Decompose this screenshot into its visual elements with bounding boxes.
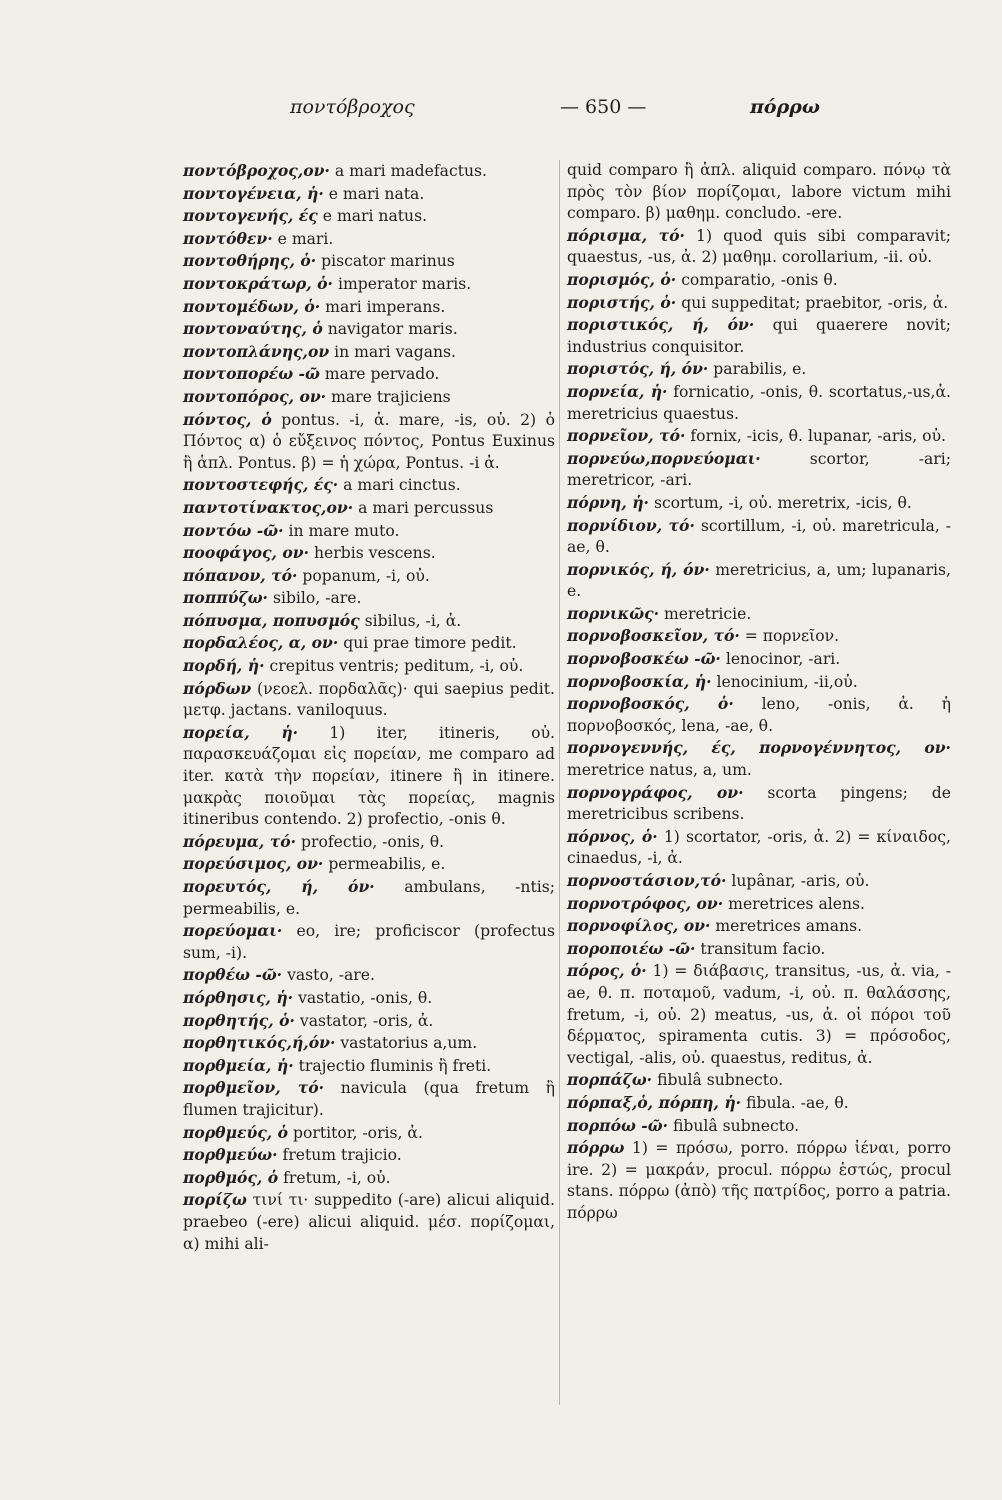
dictionary-entry [183, 565, 555, 588]
entry-definition: fornicatio, -onis, θ. scortatus,-us,ἀ. meretricius quaestus. [567, 382, 951, 423]
dictionary-entry [183, 1010, 555, 1033]
dictionary-entry [567, 292, 951, 315]
dictionary-entry [183, 722, 555, 831]
entry-headword: πόρνη, ἡ· [567, 492, 649, 512]
dictionary-entry [567, 314, 951, 358]
entry-headword: πορεύομαι· [183, 921, 283, 941]
entry-definition: meretrices amans. [715, 917, 863, 936]
dictionary-entry [183, 363, 555, 386]
dictionary-entry [567, 1115, 951, 1138]
entry-headword: πορνίδιον, τό· [567, 515, 695, 535]
entry-definition: mare pervado. [324, 365, 440, 384]
entry-definition: eo, ire; proficiscor (profectus sum, -i). [183, 922, 555, 962]
entry-definition: comparatio, -onis θ. [681, 270, 838, 289]
entry-definition: vastatorius a,um. [340, 1034, 478, 1053]
dictionary-entry [183, 296, 555, 319]
entry-definition: trajectio fluminis ἢ freti. [298, 1056, 492, 1075]
dictionary-entry [183, 678, 555, 722]
entry-headword: πόρθησις, ἡ· [183, 987, 294, 1007]
entry-headword: ποριστικός, ή, όν· [567, 315, 755, 335]
entry-headword: ποντοπόρος, ον· [183, 386, 327, 406]
entry-headword: ποντοθήρης, ὁ· [183, 251, 317, 271]
entry-headword: πορνοβοσκέω -ῶ· [567, 649, 721, 669]
entry-headword: πορεία, ἡ· [183, 722, 299, 742]
entry-headword: πόρδων [183, 678, 252, 698]
entry-headword: πόπανον, τό· [183, 565, 298, 585]
entry-headword: ποντοπλάνης,ον [183, 341, 330, 361]
entry-definition: mari imperans. [325, 297, 446, 316]
entry-headword: πορνοφίλος, ον· [567, 916, 711, 936]
entry-definition: vasto, -are. [287, 966, 375, 985]
dictionary-entry [567, 938, 951, 961]
dictionary-entry [567, 515, 951, 559]
dictionary-entry [183, 1189, 555, 1255]
entry-definition: meretricie. [663, 604, 752, 623]
dictionary-entry [183, 497, 555, 520]
entry-headword: ποππύζω· [183, 588, 268, 608]
dictionary-entry [567, 893, 951, 916]
entry-definition: fibulâ subnecto. [657, 1071, 784, 1090]
entry-definition: scortillum, -i, οὐ. maretricula, -ae, θ. [567, 516, 951, 557]
entry-definition: imperator maris. [337, 274, 472, 293]
dictionary-entry [183, 542, 555, 565]
entry-definition: fornix, -icis, θ. lupanar, -aris, οὐ. [690, 427, 947, 446]
entry-headword: πόπυσμα, ποπυσμός [183, 610, 360, 630]
dictionary-entry [183, 920, 555, 964]
entry-headword: ποντοστεφής, ές· [183, 475, 339, 495]
entry-definition: fibulâ subnecto. [673, 1116, 800, 1135]
dictionary-entry [183, 587, 555, 610]
entry-definition: fretum trajicio. [282, 1146, 402, 1165]
entry-definition: scorta pingens; de meretricibus scribens. [567, 783, 951, 824]
dictionary-entry [183, 409, 555, 475]
dictionary-entry [183, 1032, 555, 1055]
entry-definition: sibilus, -i, ἀ. [364, 611, 462, 630]
entry-definition: meretrices alens. [728, 894, 865, 913]
dictionary-entry [183, 250, 555, 273]
dictionary-entry [567, 737, 951, 781]
entry-definition: a mari madefactus. [334, 162, 487, 180]
entry-definition: vastator, -oris, ἀ. [299, 1011, 434, 1030]
entry-definition: quid comparo ἢ ἁπλ. aliquid comparo. πόνῳ τὰ πρὸς τὸν βίον πορίζομαι, labore victum mihi comparo. β) μαθημ. concludo. -ere. [567, 161, 951, 223]
entry-headword: ποντόβροχος,ον· [183, 161, 330, 180]
entry-headword: ποντοναύτης, ὁ [183, 319, 323, 339]
entry-headword: πορδή, ἡ· [183, 656, 265, 676]
entry-headword: πορνοβοσκός, ὁ· [567, 694, 734, 714]
entry-definition: parabilis, e. [713, 360, 807, 379]
entry-headword: πόρος, ὁ· [567, 961, 647, 981]
entry-definition: 1) scortator, -oris, ἀ. 2) = κίναιδος, cinaedus, -i, ἀ. [567, 827, 951, 868]
entry-headword: πορθέω -ῶ· [183, 965, 283, 985]
entry-headword: πορθμεύς, ὁ [183, 1122, 289, 1142]
entry-definition: e mari nata. [328, 184, 425, 203]
entry-definition: a mari cinctus. [343, 476, 461, 495]
entry-headword: πορνοβοσκία, ἡ· [567, 671, 712, 691]
dictionary-entry [183, 228, 555, 251]
entry-definition: navicula (qua fretum ἢ flumen trajicitur). [183, 1079, 555, 1119]
dictionary-entry [183, 205, 555, 228]
entry-definition: 1) quod quis sibi comparavit; quaestus, -us, ἀ. 2) μαθημ. corollarium, -ii. οὐ. [567, 226, 951, 267]
entry-definition: navigator maris. [327, 320, 458, 339]
entry-definition: profectio, -onis, θ. [301, 832, 445, 851]
entry-headword: ποντογένεια, ἡ· [183, 183, 324, 203]
entry-definition: lupânar, -aris, οὐ. [731, 872, 870, 890]
dictionary-entry [567, 782, 951, 826]
entry-headword: πορθμεία, ἡ· [183, 1055, 294, 1075]
entry-headword: παντοτίνακτος,ον· [183, 497, 354, 517]
dictionary-entry [183, 341, 555, 364]
entry-headword: ποντογενής, ές [183, 206, 318, 226]
entry-definition: a mari percussus [358, 498, 494, 517]
entry-definition: scortor, -ari; meretricor, -ari. [567, 449, 951, 490]
entry-headword: πόρρω [567, 1138, 625, 1158]
dictionary-entry [567, 559, 951, 603]
entry-headword: πορνοβοσκεῖον, τό· [567, 626, 740, 646]
dictionary-entry [567, 826, 951, 870]
page-number: — 650 — [560, 96, 647, 118]
dictionary-entry [567, 492, 951, 515]
dictionary-entry [567, 603, 951, 626]
entry-headword: πορευτός, ή, όν· [183, 877, 375, 896]
entry-definition: qui suppeditat; praebitor, -oris, ἀ. [681, 293, 949, 312]
entry-definition: piscator marinus [321, 252, 455, 271]
entry-definition: fretum, -i, οὐ. [283, 1168, 391, 1187]
dictionary-entry [183, 655, 555, 678]
dictionary-entry [567, 358, 951, 381]
column-divider [559, 160, 560, 1405]
entry-headword: πορθμεῖον, τό· [183, 1078, 325, 1098]
entry-definition: ambulans, -ntis; permeabilis, e. [183, 878, 555, 918]
entry-headword: ποντομέδων, ὁ· [183, 296, 321, 316]
entry-definition: in mari vagans. [334, 342, 457, 361]
dictionary-entry [183, 183, 555, 206]
dictionary-entry [183, 853, 555, 876]
entry-headword: ποντοκράτωρ, ὁ· [183, 273, 333, 293]
dictionary-entry [183, 520, 555, 543]
entry-definition: meretricius, a, um; lupanaris, e. [567, 560, 952, 601]
header-last-headword: πόρρω [750, 96, 820, 118]
entry-definition: popanum, -i, οὐ. [302, 566, 430, 585]
entry-definition: scortum, -i, οὐ. meretrix, -icis, θ. [653, 493, 912, 512]
entry-definition: lenocinor, -ari. [725, 650, 841, 669]
entry-headword: πόντος, ὁ [183, 409, 272, 429]
entry-definition: vastatio, -onis, θ. [298, 988, 433, 1007]
entry-definition: mare trajiciens [331, 387, 451, 406]
dictionary-entry [183, 876, 555, 920]
dictionary-entry [567, 1137, 951, 1224]
dictionary-entry [183, 964, 555, 987]
entry-definition: 1) = πρόσω, porro. πόρρω ἰέναι, porro ire. 2) = μακράν, procul. πόρρω ἑστώς, procul stans. πόρρω (ἀπὸ) τῆς πατρίδος, porro a patria. πόρρω [567, 1139, 951, 1222]
entry-headword: ποοφάγος, ον· [183, 543, 310, 563]
entry-definition: qui quaerere novit; industrius conquisitor. [567, 316, 951, 356]
entry-headword: ποντοπορέω -ῶ [183, 364, 320, 384]
dictionary-entry [183, 1144, 555, 1167]
entry-definition: τινί τι· suppedito (-are) alicui aliquid. praebeo (-ere) alicui aliquid. μέσ. πορίζομαι, α) mihi ali- [183, 1191, 555, 1253]
entry-definition: permeabilis, e. [328, 855, 446, 874]
entry-definition: transitum facio. [700, 939, 826, 958]
entry-definition: leno, -onis, ἀ. ἡ πορνοβοσκός, lena, -ae, θ. [567, 695, 951, 735]
dictionary-entry [567, 1069, 951, 1092]
dictionary-entry [183, 632, 555, 655]
dictionary-entry [183, 273, 555, 296]
entry-headword: πορνικῶς· [567, 603, 660, 623]
entry-headword: πορπόω -ῶ· [567, 1115, 669, 1135]
entry-headword: πορνεῖον, τό· [567, 426, 686, 446]
dictionary-entry [183, 1122, 555, 1145]
entry-headword: πορνοστάσιον,τό· [567, 871, 727, 890]
entry-headword: πορνογεννής, ές, πορνογέννητος, ον· [567, 738, 951, 758]
entry-headword: πορνεύω,πορνεύομαι· [567, 448, 761, 468]
entry-headword: πόρευμα, τό· [183, 831, 297, 851]
entry-headword: πορθμεύω· [183, 1145, 278, 1165]
entry-definition: in mare muto. [288, 521, 400, 540]
dictionary-entry [183, 386, 555, 409]
dictionary-entry [183, 610, 555, 633]
entry-definition: portitor, -oris, ἀ. [293, 1123, 423, 1142]
dictionary-entry [567, 915, 951, 938]
dictionary-entry [567, 225, 951, 269]
entry-headword: πόρισμα, τό· [567, 225, 685, 245]
dictionary-entry [183, 1167, 555, 1190]
dictionary-entry [183, 831, 555, 854]
dictionary-entry [567, 269, 951, 292]
entry-headword: πορίζω [183, 1190, 247, 1210]
entry-definition: 1) = διάβασις, transitus, -us, ἀ. via, -ae, θ. π. ποταμοῦ, vadum, -i, οὐ. π. θαλάσσης, fretum, -i, οὐ. 2) meatus, -us, ἀ. οἱ πόροι τοῦ δέρματος, spiramenta cutis. 3) = πρόσοδος, vectigal, -alis, οὐ. quaestus, reditus, ἀ. [567, 962, 951, 1067]
entry-definition: qui prae timore pedit. [343, 634, 517, 653]
dictionary-entry [567, 1092, 951, 1115]
entry-definition: crepitus ventris; peditum, -i, οὐ. [269, 657, 524, 676]
entry-definition: pontus. -i, ἀ. mare, -is, οὐ. 2) ὁ Πόντος α) ὁ εὔξεινος πόντος, Pontus Euxinus ἢ ἁπλ. Pontus. β) = ἡ χώρα, Pontus. -i ἀ. [183, 410, 555, 472]
entry-definition: herbis vescens. [314, 544, 436, 563]
entry-definition: 1) iter, itineris, οὐ. παρασκευάζομαι εἰς πορείαν, me comparo ad iter. κατὰ τὴν πορείαν, itinere ἢ in itinere. μακρὰς ποιοῦμαι τὰς πορείας, magnis itineribus contendo. 2) profectio, -onis θ. [183, 723, 556, 829]
dictionary-entry [183, 160, 555, 183]
dictionary-entry [567, 960, 951, 1069]
dictionary-entry [567, 625, 951, 648]
dictionary-entry [183, 318, 555, 341]
entry-headword: πορνεία, ἡ· [567, 381, 668, 401]
dictionary-entry [567, 381, 951, 425]
dictionary-entry [183, 1077, 555, 1121]
entry-headword: ποντόω -ῶ· [183, 520, 284, 540]
entry-headword: πορθητικός,ή,όν· [183, 1033, 336, 1053]
entry-definition: e mari. [277, 229, 334, 248]
dictionary-entry [567, 870, 951, 893]
dictionary-entry [183, 1055, 555, 1078]
dictionary-entry [183, 987, 555, 1010]
entry-headword: πορεύσιμος, ον· [183, 854, 324, 874]
dictionary-entry [567, 425, 951, 448]
entry-headword: πορoποιέω -ῶ· [567, 938, 696, 958]
entry-headword: ποντόθεν· [183, 228, 273, 248]
right-column [567, 160, 951, 1225]
dictionary-entry [567, 160, 951, 225]
entry-headword: πόρπαξ,ὁ, πόρπη, ἡ· [567, 1092, 742, 1112]
entry-definition: fibula. -ae, θ. [746, 1093, 849, 1112]
header-first-headword: ποντόβροχος [290, 96, 415, 118]
entry-definition: (νεοελ. πορδαλᾶς)· qui saepius pedit. μετφ. jactans. vaniloquus. [183, 679, 555, 720]
entry-headword: ποριστός, ή, όν· [567, 359, 709, 379]
entry-definition: lenocinium, -ii,οὐ. [716, 672, 858, 691]
entry-headword: ποριστής, ὁ· [567, 292, 677, 312]
entry-headword: πορισμός, ὁ· [567, 269, 677, 289]
dictionary-entry [567, 648, 951, 671]
entry-headword: πορνοτρόφος, ον· [567, 893, 724, 913]
entry-headword: πορδαλέος, α, ον· [183, 633, 339, 653]
left-column [183, 160, 555, 1255]
entry-definition: meretrice natus, a, um. [567, 761, 752, 780]
page-header [0, 88, 1002, 128]
entry-headword: πορνικός, ή, όν· [567, 559, 710, 579]
entry-headword: πορνογράφος, ον· [567, 782, 744, 802]
dictionary-entry [567, 671, 951, 694]
dictionary-entry [567, 448, 951, 492]
dictionary-entry [567, 693, 951, 737]
entry-definition: e mari natus. [322, 207, 428, 226]
entry-definition: sibilo, -are. [272, 589, 362, 608]
entry-headword: πόρνος, ὁ· [567, 826, 658, 846]
entry-headword: πορθμός, ὁ [183, 1167, 279, 1187]
entry-headword: πορπάζω· [567, 1070, 653, 1090]
entry-headword: πορθητής, ὁ· [183, 1010, 295, 1030]
dictionary-entry [183, 474, 555, 497]
entry-definition: = πορνεῖον. [744, 627, 840, 646]
